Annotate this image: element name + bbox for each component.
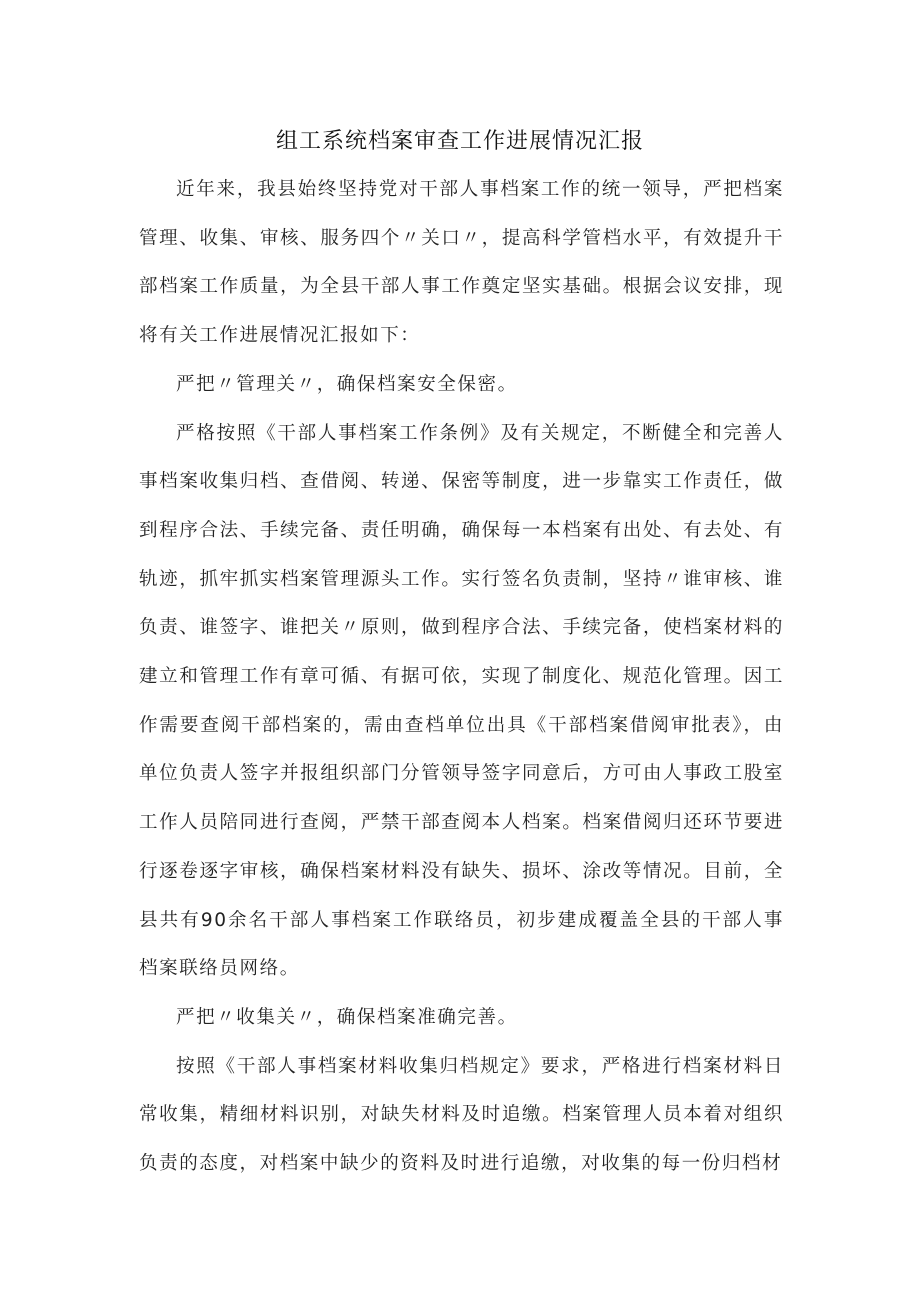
document-body: [139, 166, 784, 1189]
paragraph-intro: 近年来，我县始终坚持党对干部人事档案工作的统一领导，严把档案管理、收集、审核、服务四个〃关口〃，提高科学管档水平，有效提升干部档案工作质量，为全县干部人事工作奠定坚实基础。根据会议安排，现将有关工作进展情况汇报如下：: [139, 179, 784, 347]
section-heading-management: 严把〃管理关〃，确保档案安全保密。: [176, 373, 518, 395]
paragraph-management: 严格按照《干部人事档案工作条例》及有关规定，不断健全和完善人事档案收集归档、查借阅、转递、保密等制度，进一步靠实工作责任，做到程序合法、手续完备、责任明确，确保每一本档案有出处、有去处、有轨迹，抓牢抓实档案管理源头工作。实行签名负责制，坚持〃谁审核、谁负责、谁签字、谁把关〃原则，做到程序合法、手续完备，使档案材料的建立和管理工作有章可循、有据可依，实现了制度化、规范化管理。因工作需要查阅干部档案的，需由查档单位出具《干部档案借阅审批表》，由单位负责人签字并报组织部门分管领导签字同意后，方可由人事政工股室工作人员陪同进行查阅，严禁干部查阅本人档案。档案借阅归还环节要进行逐卷逐字审核，确保档案材料没有缺失、损坏、涂改等情况。目前，全县共有90余名干部人事档案工作联络员，初步建成覆盖全县的干部人事档案联络员网络。: [139, 422, 784, 980]
paragraph-collection: 按照《干部人事档案材料收集归档规定》要求，严格进行档案材料日常收集，精细材料识别，对缺失材料及时追缴。档案管理人员本着对组织负责的态度，对档案中缺少的资料及时进行追缴，对收集的每一份归档材: [139, 1055, 784, 1175]
section-heading-collection: 严把〃收集关〃，确保档案准确完善。: [176, 1006, 518, 1028]
document-title: 组工系统档案审查工作进展情况汇报: [275, 129, 644, 154]
